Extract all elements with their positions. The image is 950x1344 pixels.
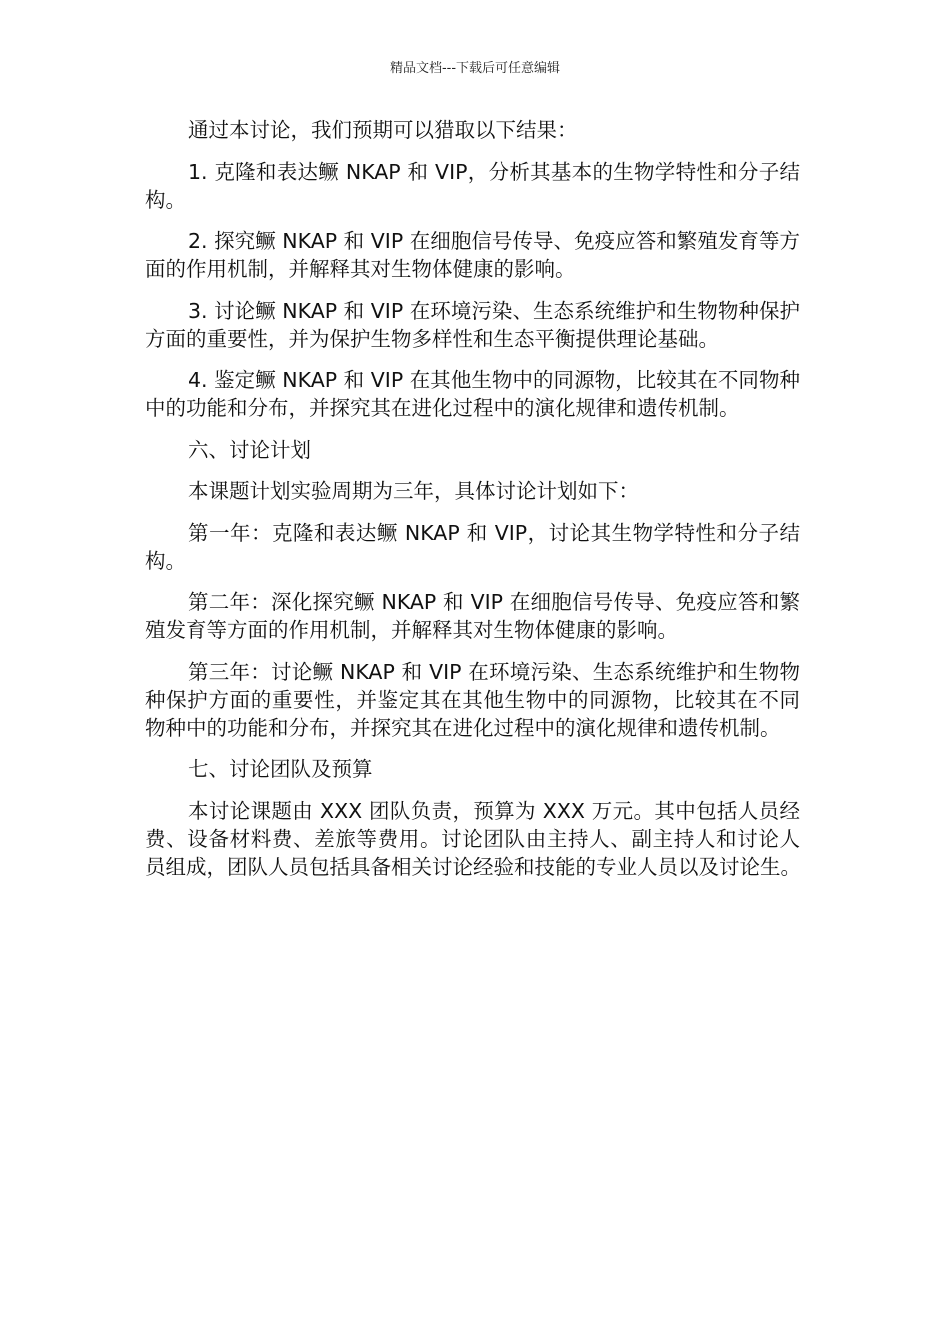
paragraph (145, 797, 800, 881)
paragraph (145, 158, 800, 214)
paragraph-line: 本课题计划实验周期为三年，具体讨论计划如下： (188, 479, 639, 503)
paragraph (145, 297, 800, 353)
paragraph-line: 1. 克隆和表达鳜 NKAP 和 VIP，分析其基本的生物学特性和分子结 (188, 159, 800, 184)
paragraph-line: 第一年：克隆和表达鳜 NKAP 和 VIP，讨论其生物学特性和分子结 (188, 520, 800, 545)
paragraph-line: 方面的重要性，并为保护生物多样性和生态平衡提供理论基础。 (145, 326, 719, 351)
paragraph-line: 第二年：深化探究鳜 NKAP 和 VIP 在细胞信号传导、免疫应答和繁 (188, 590, 800, 614)
paragraph-line: 七、讨论团队及预算 (188, 757, 373, 781)
paragraph (145, 477, 800, 505)
paragraph-line: 中的功能和分布，并探究其在进化过程中的演化规律和遗传机制。 (145, 396, 740, 420)
paragraph-line: 殖发育等方面的作用机制，并解释其对生物体健康的影响。 (145, 618, 678, 642)
paragraph (145, 658, 800, 742)
paragraph-line: 六、讨论计划 (188, 437, 311, 462)
paragraph-line: 构。 (145, 548, 186, 573)
paragraph (145, 366, 800, 422)
paragraph-line: 种保护方面的重要性，并鉴定其在其他生物中的同源物，比较其在不同 (145, 687, 800, 712)
paragraph-line: 2. 探究鳜 NKAP 和 VIP 在细胞信号传导、免疫应答和繁殖发育等方 (188, 229, 800, 253)
paragraph (145, 116, 800, 144)
paragraph (145, 588, 800, 644)
document-body (145, 116, 800, 894)
paragraph-line: 本讨论课题由 XXX 团队负责，预算为 XXX 万元。其中包括人员经 (188, 798, 800, 823)
paragraph (145, 519, 800, 575)
paragraph (145, 436, 800, 464)
paragraph-line: 通过本讨论，我们预期可以猎取以下结果： (188, 118, 578, 142)
page-header: 精品文档---下载后可任意编辑 (389, 61, 561, 76)
paragraph (145, 755, 800, 783)
paragraph (145, 227, 800, 283)
paragraph-line: 物种中的功能和分布，并探究其在进化过程中的演化规律和遗传机制。 (145, 715, 781, 740)
paragraph-line: 面的作用机制，并解释其对生物体健康的影响。 (145, 257, 576, 281)
paragraph-line: 4. 鉴定鳜 NKAP 和 VIP 在其他生物中的同源物，比较其在不同物种 (188, 368, 800, 392)
paragraph-line: 费、设备材料费、差旅等费用。讨论团队由主持人、副主持人和讨论人 (145, 826, 800, 851)
paragraph-line: 第三年：讨论鳜 NKAP 和 VIP 在环境污染、生态系统维护和生物物 (188, 659, 800, 684)
paragraph-line: 员组成，团队人员包括具备相关讨论经验和技能的专业人员以及讨论生。 (145, 854, 801, 879)
paragraph-line: 构。 (145, 187, 186, 212)
paragraph-line: 3. 讨论鳜 NKAP 和 VIP 在环境污染、生态系统维护和生物物种保护 (188, 298, 800, 323)
